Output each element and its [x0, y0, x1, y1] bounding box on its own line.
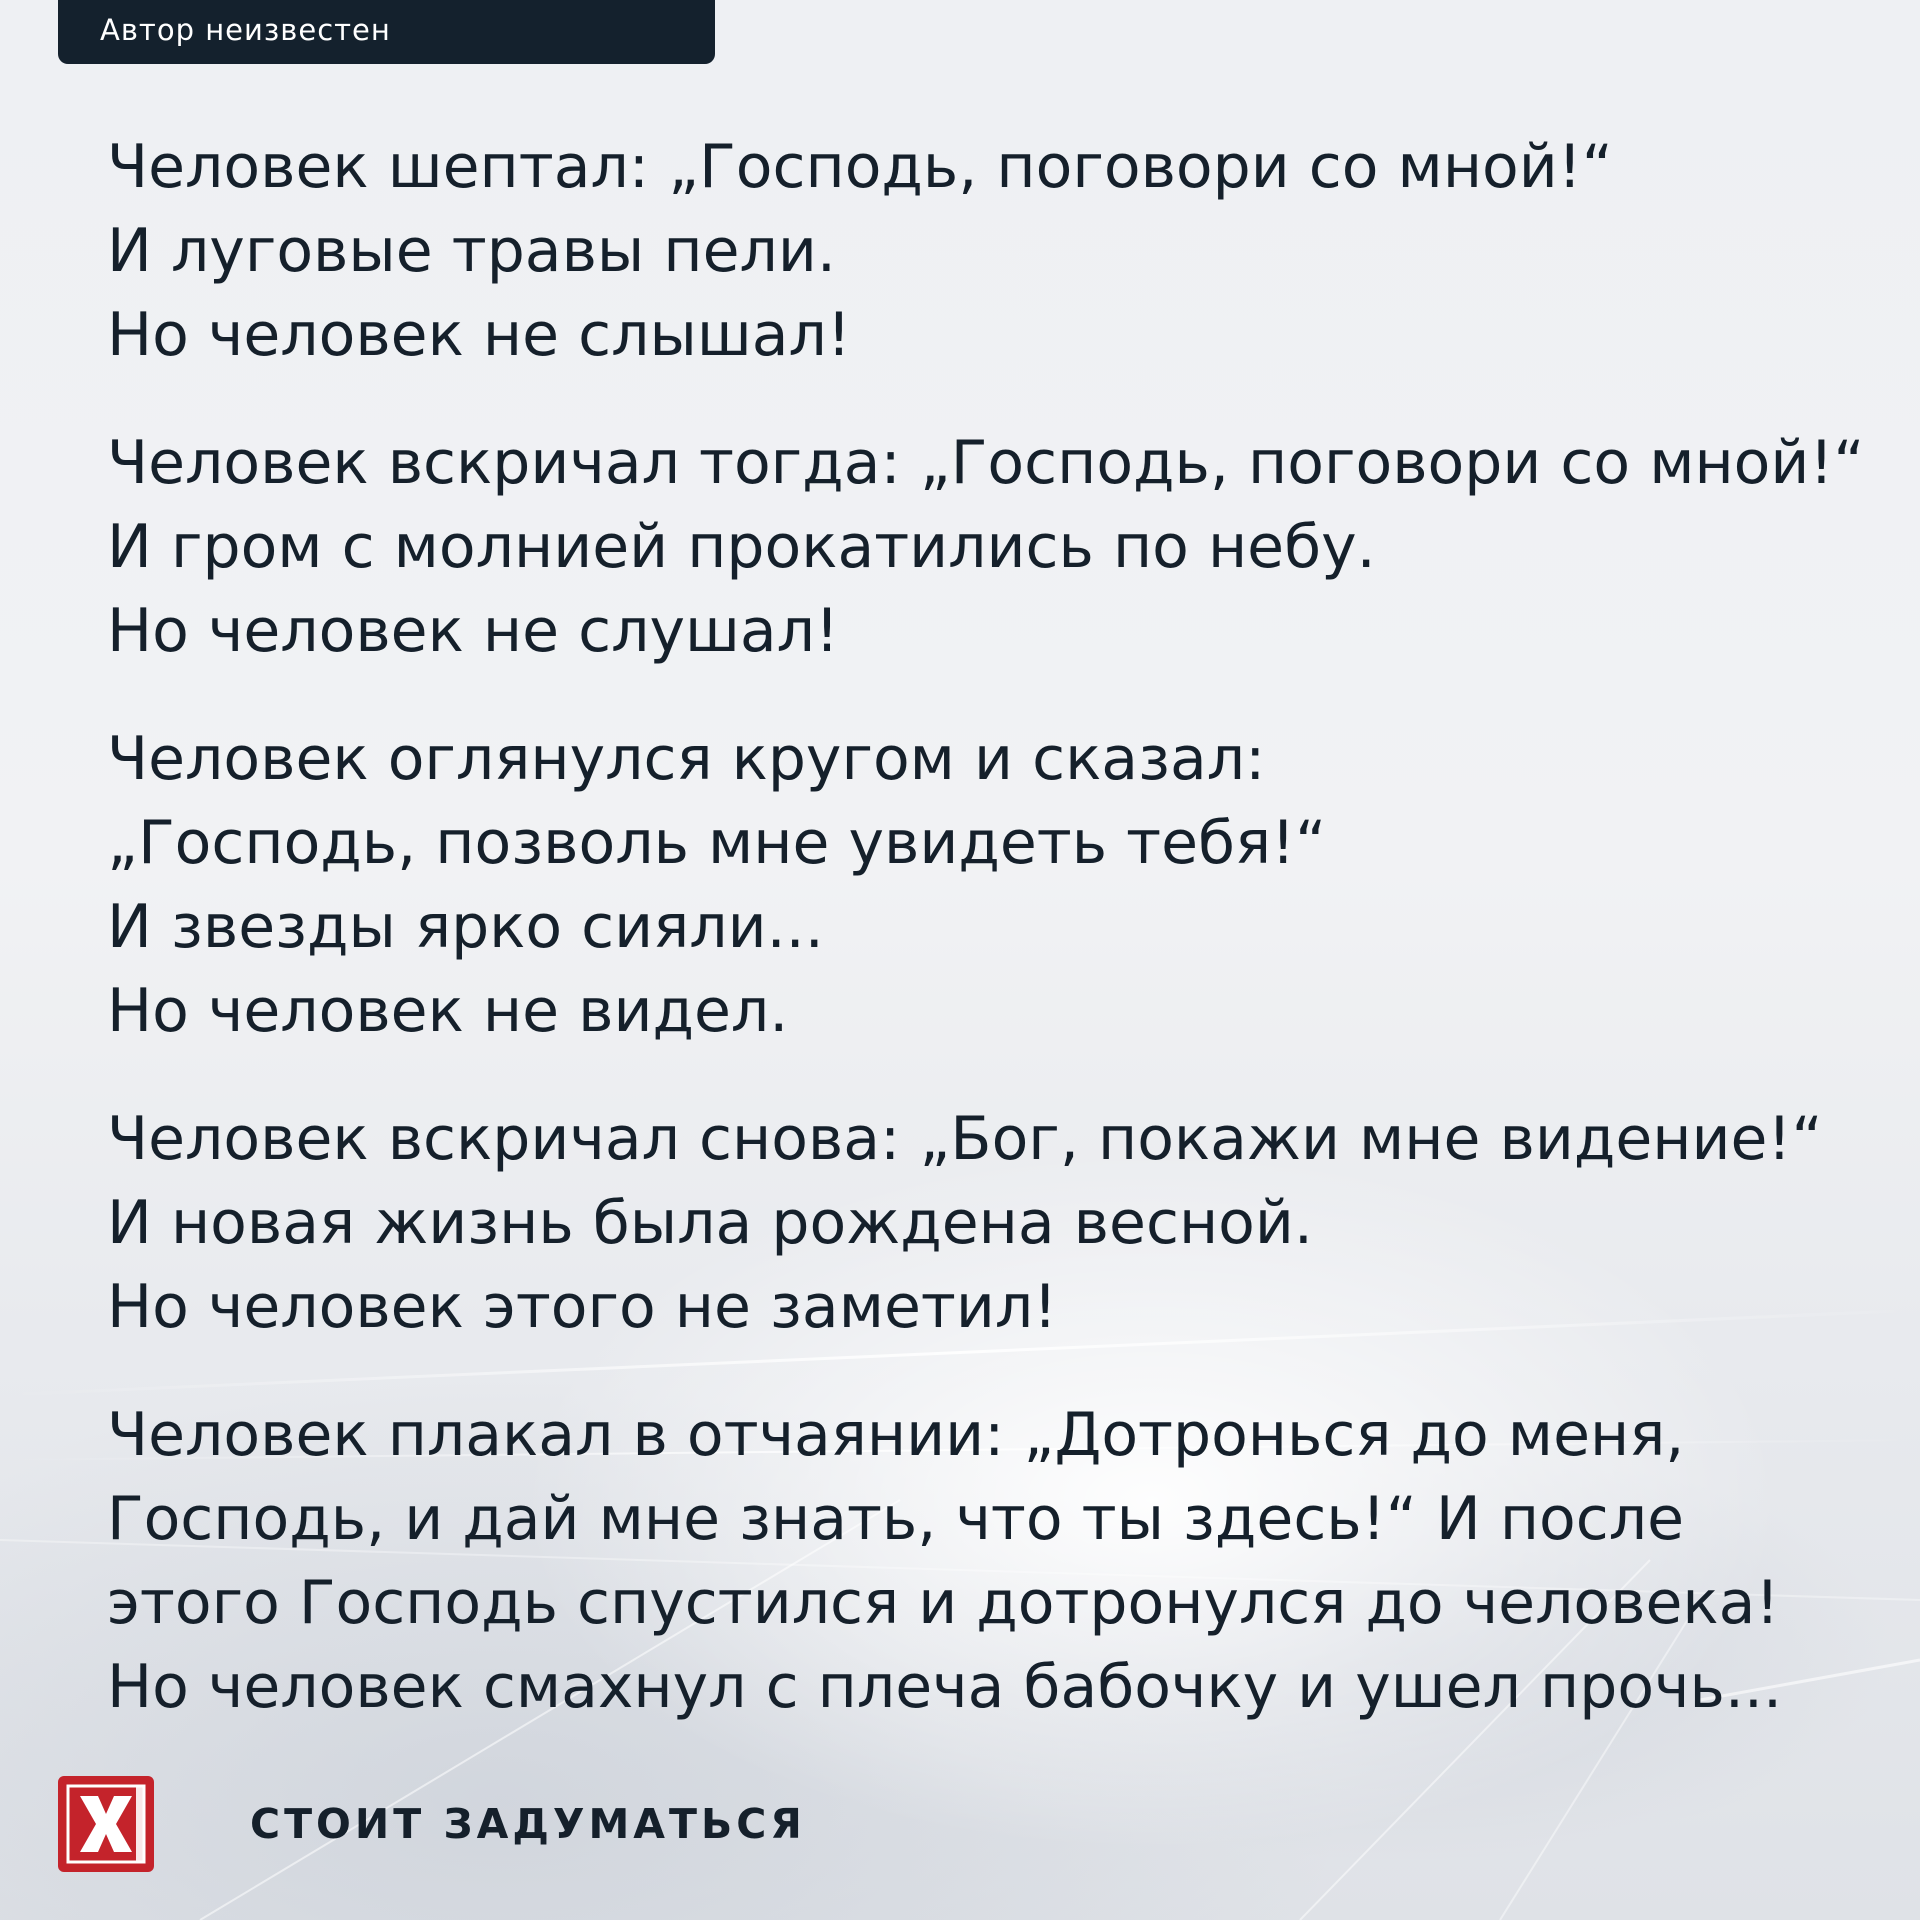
poem-line: Господь, и дай мне знать, что ты здесь!“ И после — [107, 1484, 1685, 1554]
stanza-2 — [107, 421, 1897, 673]
brand-name: СТОИТ ЗАДУМАТЬСЯ — [250, 1800, 806, 1848]
poem-line: Человек вскричал снова: „Бог, покажи мне видение!“ — [107, 1104, 1823, 1174]
poem-line: Но человек не видел. — [107, 976, 789, 1046]
poem-line: И луговые травы пели. — [107, 216, 836, 286]
poem-line: И звезды ярко сияли... — [107, 892, 824, 962]
poem-line: этого Господь спустился и дотронулся до человека! — [107, 1568, 1780, 1638]
poem-line: И гром с молнией прокатились по небу. — [107, 512, 1376, 582]
brand-footer — [58, 1776, 806, 1872]
x-logo-icon — [58, 1776, 154, 1872]
poem-line: И новая жизнь была рождена весной. — [107, 1188, 1313, 1258]
poem-line: Человек оглянулся кругом и сказал: — [107, 724, 1266, 794]
poem-line: Но человек не слушал! — [107, 596, 840, 666]
poem-line: Человек вскричал тогда: „Господь, поговори со мной!“ — [107, 428, 1865, 498]
poem-line: Человек шептал: „Господь, поговори со мной!“ — [107, 132, 1613, 202]
poem-line: Но человек смахнул с плеча бабочку и ушел прочь... — [107, 1652, 1783, 1722]
stanza-4 — [107, 1097, 1897, 1349]
poem-line: Человек плакал в отчаянии: „Дотронься до меня, — [107, 1400, 1685, 1470]
author-label: Автор неизвестен — [58, 0, 715, 64]
poem-line: Но человек не слышал! — [107, 300, 851, 370]
stanza-5 — [107, 1393, 1897, 1729]
stanza-1 — [107, 125, 1897, 377]
poem-line: Но человек этого не заметил! — [107, 1272, 1058, 1342]
stanza-3 — [107, 717, 1897, 1053]
poem-text — [107, 125, 1897, 1773]
poem-line: „Господь, позволь мне увидеть тебя!“ — [107, 808, 1327, 878]
